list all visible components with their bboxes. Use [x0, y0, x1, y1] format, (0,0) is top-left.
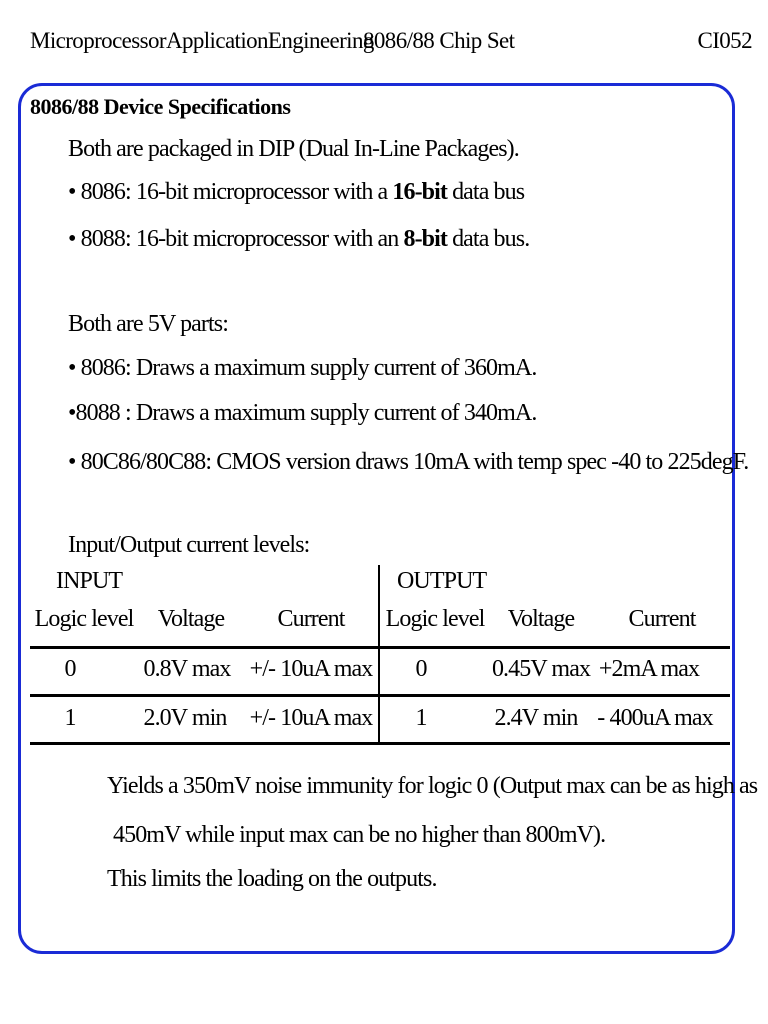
table-cell: - 400uA max [597, 705, 713, 731]
packaging-text: Both are packaged in DIP (Dual In-Line Packages). [68, 136, 519, 162]
topic-name: 8086/88 Chip Set [363, 28, 515, 53]
column-header: Voltage [507, 606, 575, 632]
table-cell: 0.8V max [143, 656, 231, 682]
table-cell: 0.45V max [491, 656, 591, 682]
bus-width: 8-bit [403, 226, 447, 252]
column-header: Logic level [34, 606, 134, 632]
bus-line-text: data bus. [446, 226, 530, 252]
io-heading: Input/Output current levels: [68, 532, 310, 558]
table-cell: 0 [415, 656, 427, 682]
table-cell: 0 [64, 656, 76, 682]
table-cell: 1 [415, 705, 427, 731]
table-rule [30, 694, 730, 697]
bus-width: 16-bit [392, 179, 447, 205]
column-header: Current [628, 606, 696, 632]
input-label: INPUT [56, 568, 123, 594]
bus-line-8088 [68, 226, 529, 253]
column-header: Voltage [157, 606, 225, 632]
bus-line-text: • 8086: 16-bit microprocessor with a [68, 179, 393, 205]
table-cell: 1 [64, 705, 76, 731]
slide-title: 8086/88 Device Specifications [30, 94, 291, 119]
table-cell: +/- 10uA max [249, 705, 373, 731]
bus-line-text: • 8088: 16-bit microprocessor with an [68, 226, 404, 252]
output-label: OUTPUT [397, 568, 487, 594]
table-cell: 2.0V min [143, 705, 227, 731]
table-rule [30, 742, 730, 745]
power-line: •8088 : Draws a maximum supply current of 340mA. [68, 400, 537, 426]
table-cell: 2.4V min [494, 705, 578, 731]
power-heading: Both are 5V parts: [68, 311, 228, 337]
table-rule [30, 646, 730, 649]
table-cell: +/- 10uA max [249, 656, 373, 682]
course-name: MicroprocessorApplicationEngineering [30, 28, 374, 53]
slide-header [30, 28, 752, 64]
bus-line-8086 [68, 179, 524, 206]
bus-line-text: data bus [446, 179, 525, 205]
table-cell: +2mA max [598, 656, 700, 682]
column-header: Logic level [385, 606, 485, 632]
power-line: • 8086: Draws a maximum supply current of 360mA. [68, 355, 537, 381]
power-line: • 80C86/80C88: CMOS version draws 10mA with temp spec -40 to 225degF. [68, 449, 749, 475]
table-divider [378, 565, 380, 745]
note-line: Yields a 350mV noise immunity for logic 0 (Output max can be as high as [107, 773, 758, 799]
note-line: This limits the loading on the outputs. [107, 866, 437, 892]
column-header: Current [277, 606, 345, 632]
course-code: CI052 [697, 28, 752, 53]
note-line: 450mV while input max can be no higher than 800mV). [113, 822, 606, 848]
